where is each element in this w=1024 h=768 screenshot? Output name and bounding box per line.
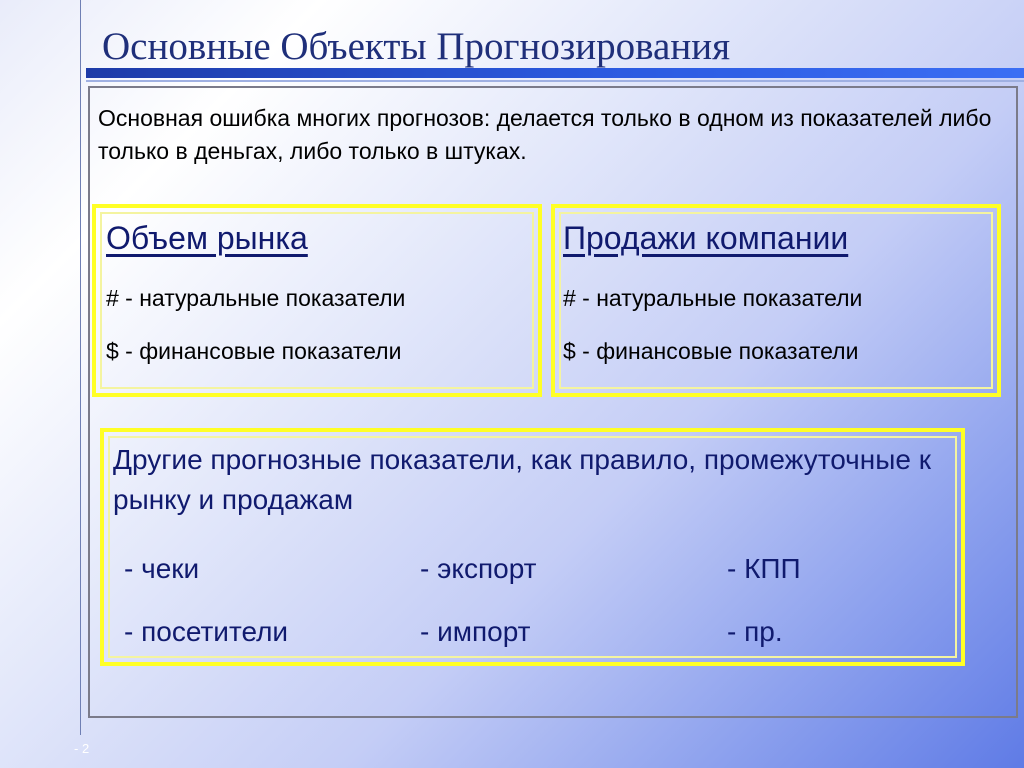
title-underline-thin — [86, 80, 1024, 82]
sales-natural-indicators: # - натуральные показатели — [563, 285, 863, 311]
market-volume-heading: Объем рынка — [106, 220, 308, 256]
list-item: - чеки — [124, 553, 200, 584]
other-indicators-heading: Другие прогнозные показатели, как правило, промежуточные к рынку и продажам — [113, 444, 931, 515]
left-vertical-rule — [80, 0, 81, 735]
page-number: - 2 — [74, 741, 90, 756]
market-natural-indicators: # - натуральные показатели — [106, 285, 406, 311]
sales-financial-indicators: $ - финансовые показатели — [563, 338, 859, 364]
list-item: - КПП — [727, 553, 801, 584]
list-item: - импорт — [420, 616, 531, 647]
market-financial-indicators: $ - финансовые показатели — [106, 338, 402, 364]
intro-text: Основная ошибка многих прогнозов: делается только в одном из показателей либо только в деньгах, либо только в штуках. — [98, 105, 992, 164]
list-item: - посетители — [124, 616, 289, 647]
company-sales-heading: Продажи компании — [563, 220, 849, 256]
title-underline-bar — [86, 68, 1024, 78]
slide-title: Основные Объекты Прогнозирования — [102, 25, 731, 68]
list-item: - пр. — [727, 616, 783, 647]
list-item: - экспорт — [420, 553, 537, 584]
